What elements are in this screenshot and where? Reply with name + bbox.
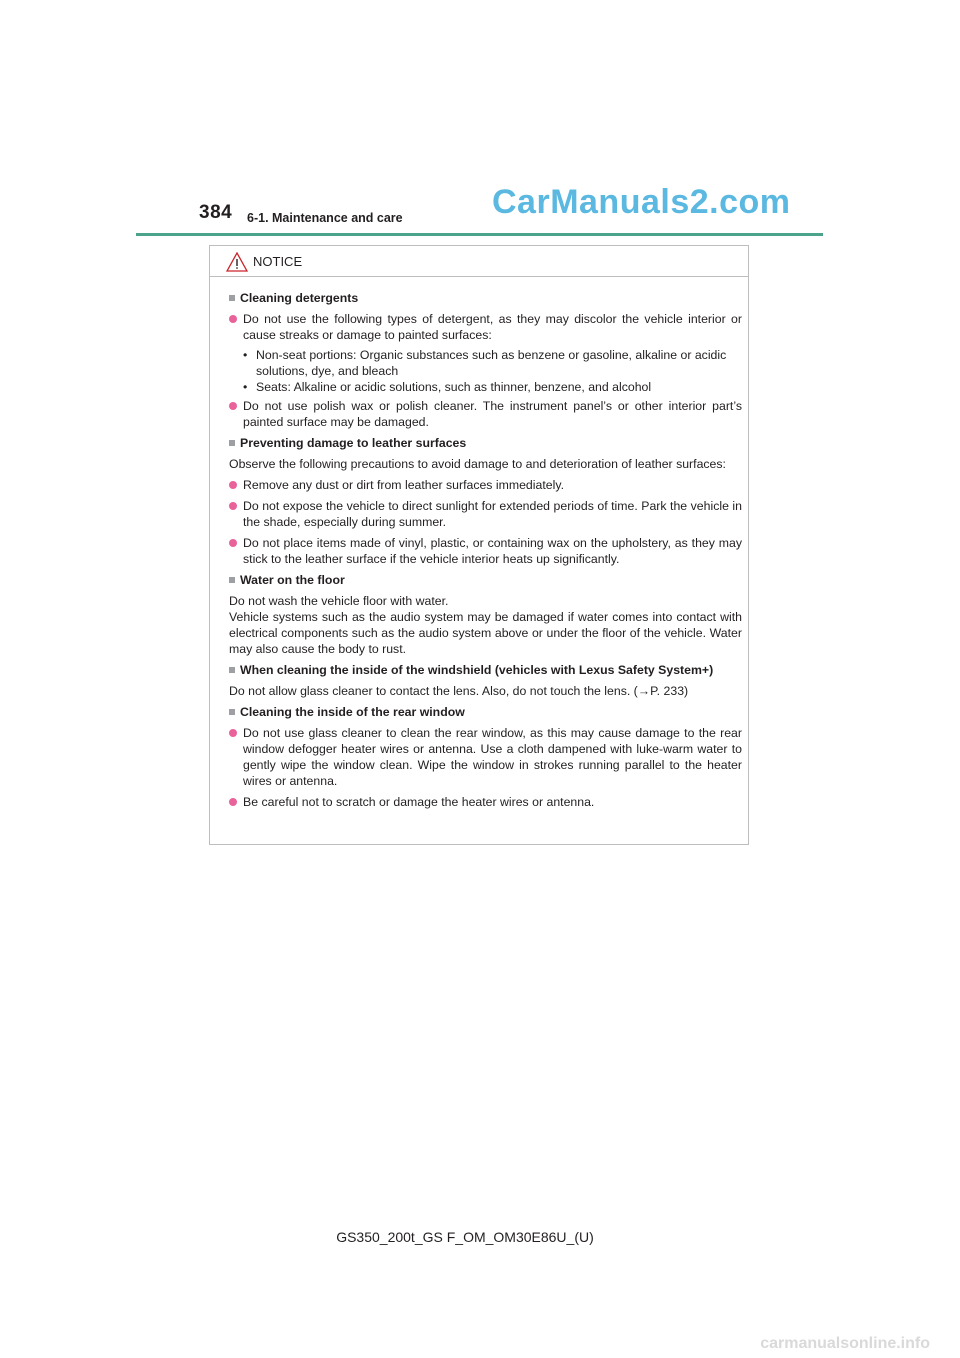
square-bullet-icon bbox=[229, 709, 235, 715]
list-item: Do not use the following types of detergent, as they may discolor the vehicle interior or cause streaks or damage to painted surfaces: bbox=[229, 311, 742, 343]
bullet-dot-icon bbox=[229, 502, 237, 510]
warning-triangle-icon bbox=[226, 252, 248, 277]
list-item: Do not place items made of vinyl, plastic, or containing wax on the upholstery, as they may stick to the leather surface if the vehicle interior heats up significantly. bbox=[229, 535, 742, 567]
section-title: 6-1. Maintenance and care bbox=[247, 211, 403, 225]
square-bullet-icon bbox=[229, 667, 235, 673]
header-rule bbox=[136, 233, 823, 236]
square-bullet-icon bbox=[229, 295, 235, 301]
bullet-dot-icon bbox=[229, 402, 237, 410]
list-item: Do not use polish wax or polish cleaner. The instrument panel’s or other interior part’s painted surface may be damaged. bbox=[229, 398, 742, 430]
section-heading: Cleaning the inside of the rear window bbox=[229, 704, 742, 720]
footer-code: GS350_200t_GS F_OM_OM30E86U_(U) bbox=[336, 1229, 594, 1245]
list-item: Do not expose the vehicle to direct sunlight for extended periods of time. Park the vehicle in the shade, especially during summer. bbox=[229, 498, 742, 530]
list-item: Do not use glass cleaner to clean the rear window, as this may cause damage to the rear window defogger heater wires or antenna. Use a cloth dampened with luke-warm water to gently wipe the window clean. Wipe the window in strokes running parallel to the heater wires or antenna. bbox=[229, 725, 742, 789]
notice-header bbox=[210, 246, 748, 277]
watermark-logo: CarManuals2.com bbox=[492, 183, 791, 221]
sub-list-item: • Non-seat portions: Organic substances such as benzene or gasoline, alkaline or acidic solutions, dye, and bleach bbox=[243, 348, 727, 378]
paragraph: Vehicle systems such as the audio system may be damaged if water comes into contact with electrical components such as the audio system above or under the floor of the vehicle. Water may also cause the body to rust. bbox=[229, 610, 742, 656]
list-item: Remove any dust or dirt from leather surfaces immediately. bbox=[229, 477, 742, 493]
sub-list-item: • Seats: Alkaline or acidic solutions, such as thinner, benzene, and alcohol bbox=[243, 380, 652, 394]
paragraph: Do not allow glass cleaner to contact the lens. Also, do not touch the lens. (→P. 233) bbox=[229, 684, 689, 698]
notice-label: NOTICE bbox=[253, 254, 303, 269]
bullet-dot-icon bbox=[229, 539, 237, 547]
section-heading: Preventing damage to leather surfaces bbox=[229, 435, 742, 451]
square-bullet-icon bbox=[229, 440, 235, 446]
page-number: 384 bbox=[199, 202, 233, 223]
bullet-dot-icon bbox=[229, 729, 237, 737]
section-heading: Cleaning detergents bbox=[229, 290, 742, 306]
notice-box bbox=[209, 245, 749, 845]
list-item: Be careful not to scratch or damage the heater wires or antenna. bbox=[229, 794, 742, 810]
section-heading: Water on the floor bbox=[229, 572, 742, 588]
bullet-dot-icon bbox=[229, 481, 237, 489]
paragraph: Observe the following precautions to avoid damage to and deterioration of leather surfaces: bbox=[229, 457, 726, 471]
section-heading: When cleaning the inside of the windshield (vehicles with Lexus Safety System+) bbox=[229, 662, 742, 678]
notice-body bbox=[210, 277, 748, 810]
bullet-dot-icon bbox=[229, 798, 237, 806]
footer-watermark: carmanualsonline.info bbox=[760, 1335, 930, 1352]
bullet-dot-icon bbox=[229, 315, 237, 323]
square-bullet-icon bbox=[229, 577, 235, 583]
paragraph: Do not wash the vehicle floor with water. bbox=[229, 594, 449, 608]
